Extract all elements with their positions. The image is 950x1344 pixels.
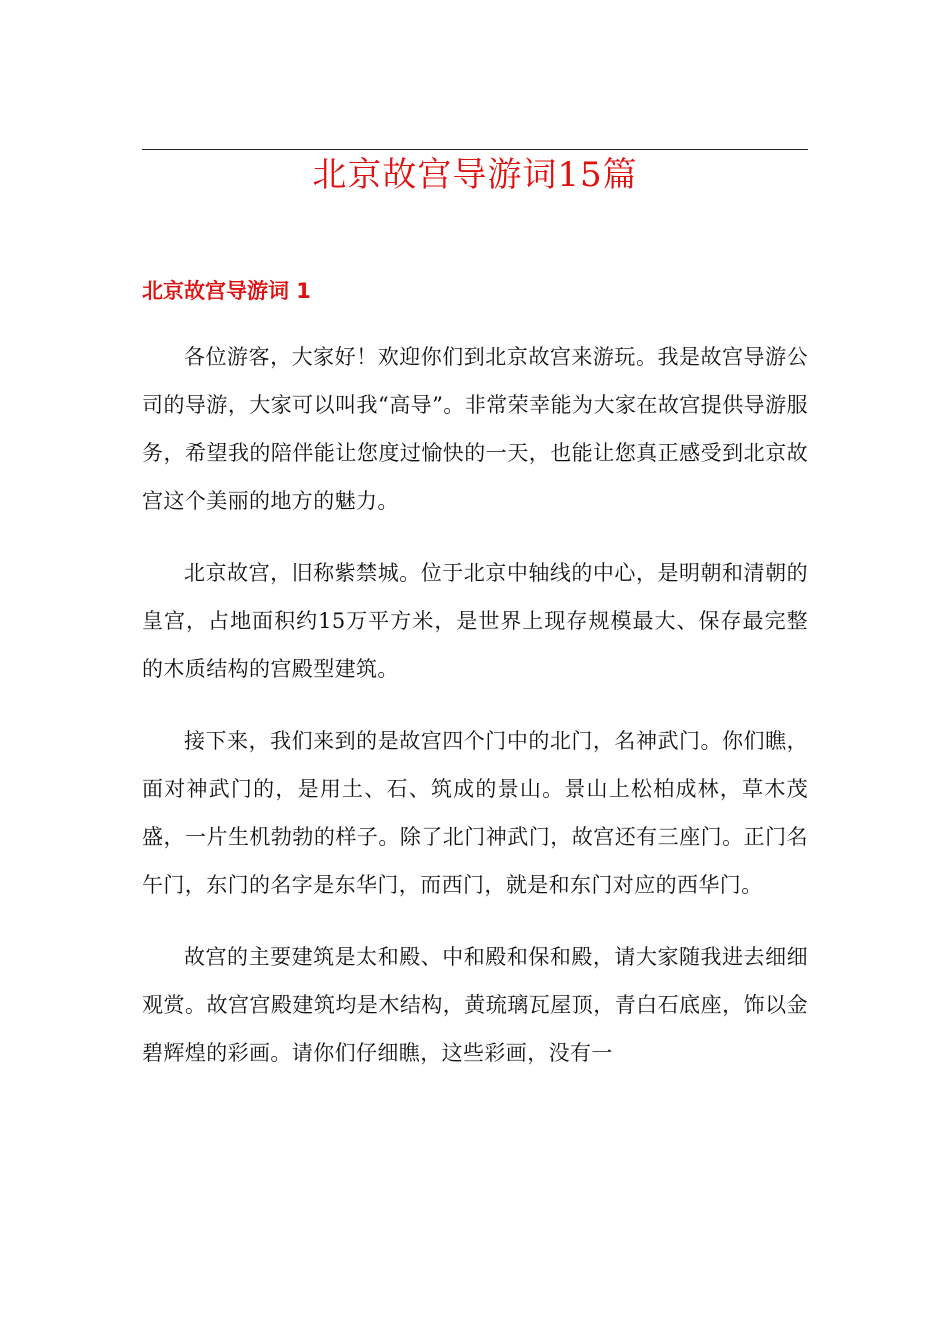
- document-title: 北京故宫导游词15篇: [312, 155, 638, 195]
- paragraph-3: 接下来，我们来到的是故宫四个门中的北门，名神武门。你们瞧，面对神武门的，是用土、石、筑成的景山。景山上松柏成林，草木茂盛，一片生机勃勃的样子。除了北门神武门，故宫还有三座门。正门名午门，东门的名字是东华门，而西门，就是和东门对应的西华门。: [142, 729, 808, 897]
- paragraph-4: 故宫的主要建筑是太和殿、中和殿和保和殿，请大家随我进去细细观赏。故宫宫殿建筑均是木结构，黄琉璃瓦屋顶，青白石底座，饰以金碧辉煌的彩画。请你们仔细瞧，这些彩画，没有一: [142, 945, 808, 1065]
- body-text: [142, 333, 808, 1101]
- section-heading: 北京故宫导游词 1: [142, 279, 311, 303]
- paragraph-2: 北京故宫，旧称紫禁城。位于北京中轴线的中心，是明朝和清朝的皇宫，占地面积约15万平方米，是世界上现存规模最大、保存最完整的木质结构的宫殿型建筑。: [142, 561, 808, 681]
- paragraph-1: 各位游客，大家好！欢迎你们到北京故宫来游玩。我是故宫导游公司的导游，大家可以叫我“高导”。非常荣幸能为大家在故宫提供导游服务，希望我的陪伴能让您度过愉快的一天，也能让您真正感受到北京故宫这个美丽的地方的魅力。: [142, 345, 808, 513]
